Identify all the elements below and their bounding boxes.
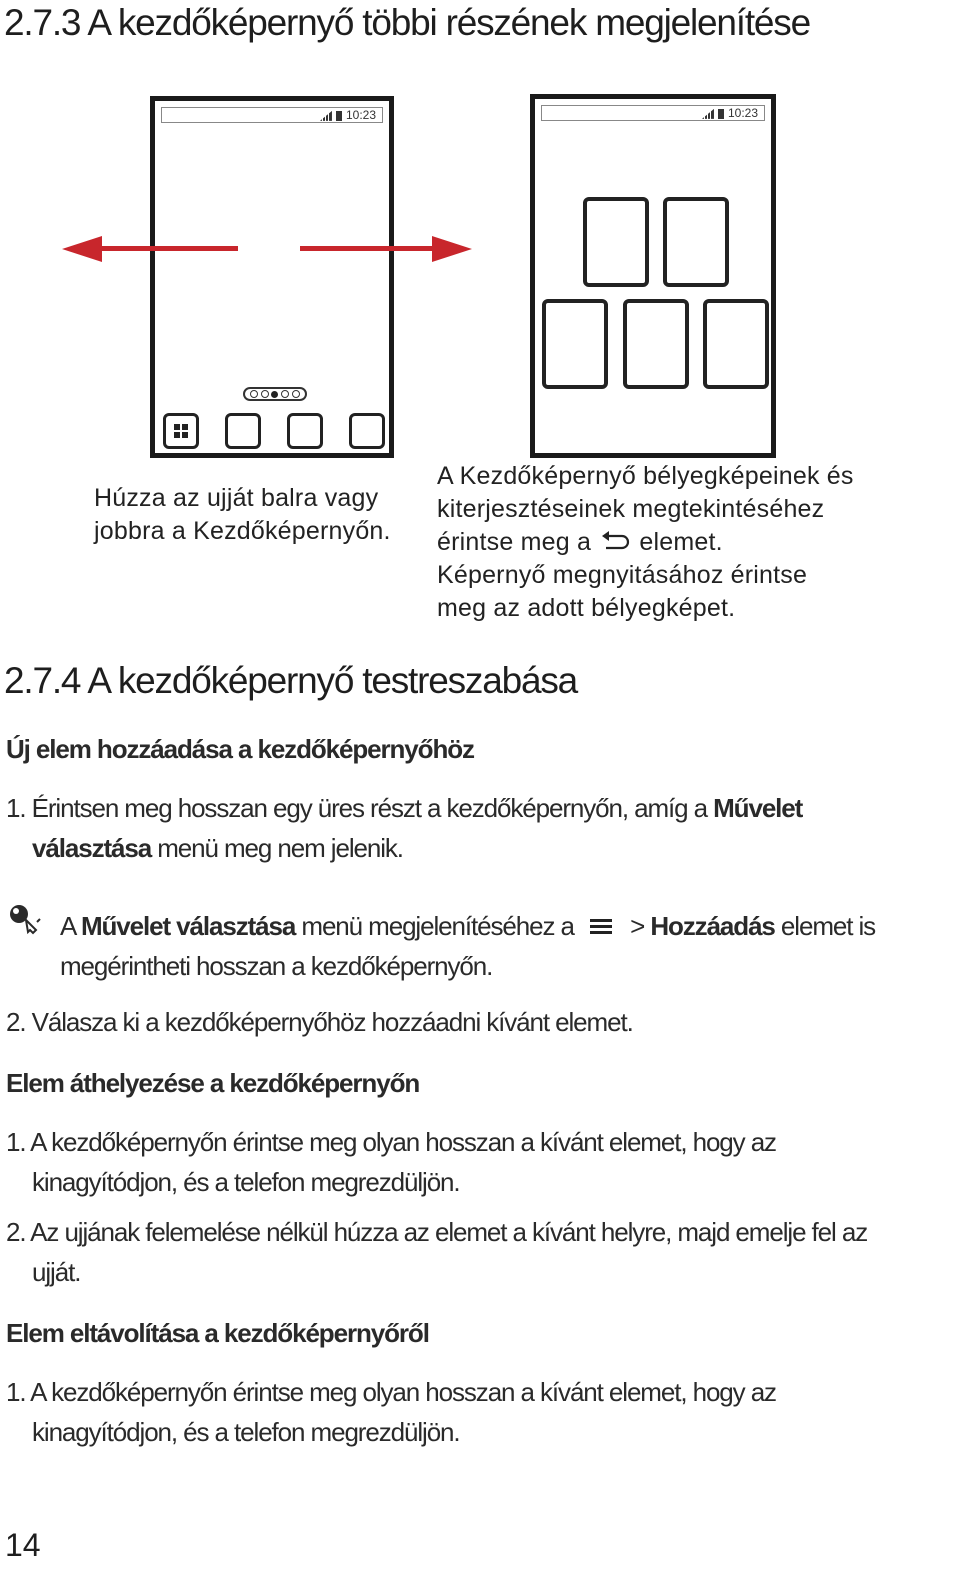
battery-icon: [336, 111, 342, 121]
tip-icon: [6, 902, 46, 938]
apps-icon[interactable]: [163, 413, 199, 449]
page-indicator: [243, 387, 307, 401]
thumbnail-1[interactable]: [583, 197, 649, 287]
thumbnail-4[interactable]: [623, 299, 689, 389]
heading-remove-item: Elem eltávolítása a kezdőképernyőről: [6, 1318, 429, 1348]
thumbnail-5[interactable]: [703, 299, 769, 389]
move-step-2: 2. Az ujjának felemelése nélkül húzza az elemet a kívánt helyre, majd emelje fel az ujját.: [6, 1217, 868, 1287]
status-time: 10:23: [727, 106, 758, 120]
heading-add-item: Új elem hozzáadása a kezdőképernyőhöz: [6, 734, 474, 764]
heading-move-item: Elem áthelyezése a kezdőképernyőn: [6, 1068, 420, 1098]
remove-step-1: 1. A kezdőképernyőn érintse meg olyan hosszan a kívánt elemet, hogy az kinagyítódjon, és a telefon megrezdüljön.: [6, 1377, 776, 1447]
page-number: 14: [5, 1527, 41, 1563]
status-bar: [541, 105, 765, 121]
add-step-1: 1. Érintsen meg hosszan egy üres részt a kezdőképernyőn, amíg a Művelet választása menü meg nem jelenik.: [6, 793, 803, 863]
dock-slot-3[interactable]: [349, 413, 385, 449]
signal-icon: [702, 109, 714, 119]
dock-slot-2[interactable]: [287, 413, 323, 449]
swipe-right-arrow: [300, 234, 472, 264]
move-step-1: 1. A kezdőképernyőn érintse meg olyan hosszan a kívánt elemet, hogy az kinagyítódjon, és a telefon megrezdüljön.: [6, 1127, 776, 1197]
menu-icon: [580, 909, 624, 931]
signal-icon: [320, 111, 332, 121]
status-time: 10:23: [345, 108, 376, 122]
battery-icon: [718, 109, 724, 119]
section-title-274: 2.7.4 A kezdőképernyő testreszabása: [4, 660, 578, 701]
phone-right: [530, 94, 776, 458]
right-caption: A Kezdőképernyő bélyegképeinek és kiterjesztéseinek megtekintéséhez érintse meg a elemet. Képernyő megnyitásához érintse meg az adott bélyegképet.: [437, 462, 854, 622]
add-step-2: 2. Válasza ki a kezdőképernyőhöz hozzáadni kívánt elemet.: [6, 1007, 633, 1037]
thumbnail-3[interactable]: [542, 299, 608, 389]
tip-text: A Művelet választása menü megjelenítéséhez a > Hozzáadás elemet is megérintheti hosszan a kezdőképernyőn.: [60, 911, 876, 981]
phone-left: [150, 96, 394, 458]
status-bar: [161, 107, 383, 123]
swipe-left-arrow: [62, 234, 238, 264]
thumbnail-2[interactable]: [663, 197, 729, 287]
dock-slot-1[interactable]: [225, 413, 261, 449]
section-title-273: 2.7.3 A kezdőképernyő többi részének megjelenítése: [4, 2, 810, 43]
back-icon: [598, 528, 632, 550]
left-caption: Húzza az ujját balra vagy jobbra a Kezdőképernyőn.: [94, 484, 391, 545]
